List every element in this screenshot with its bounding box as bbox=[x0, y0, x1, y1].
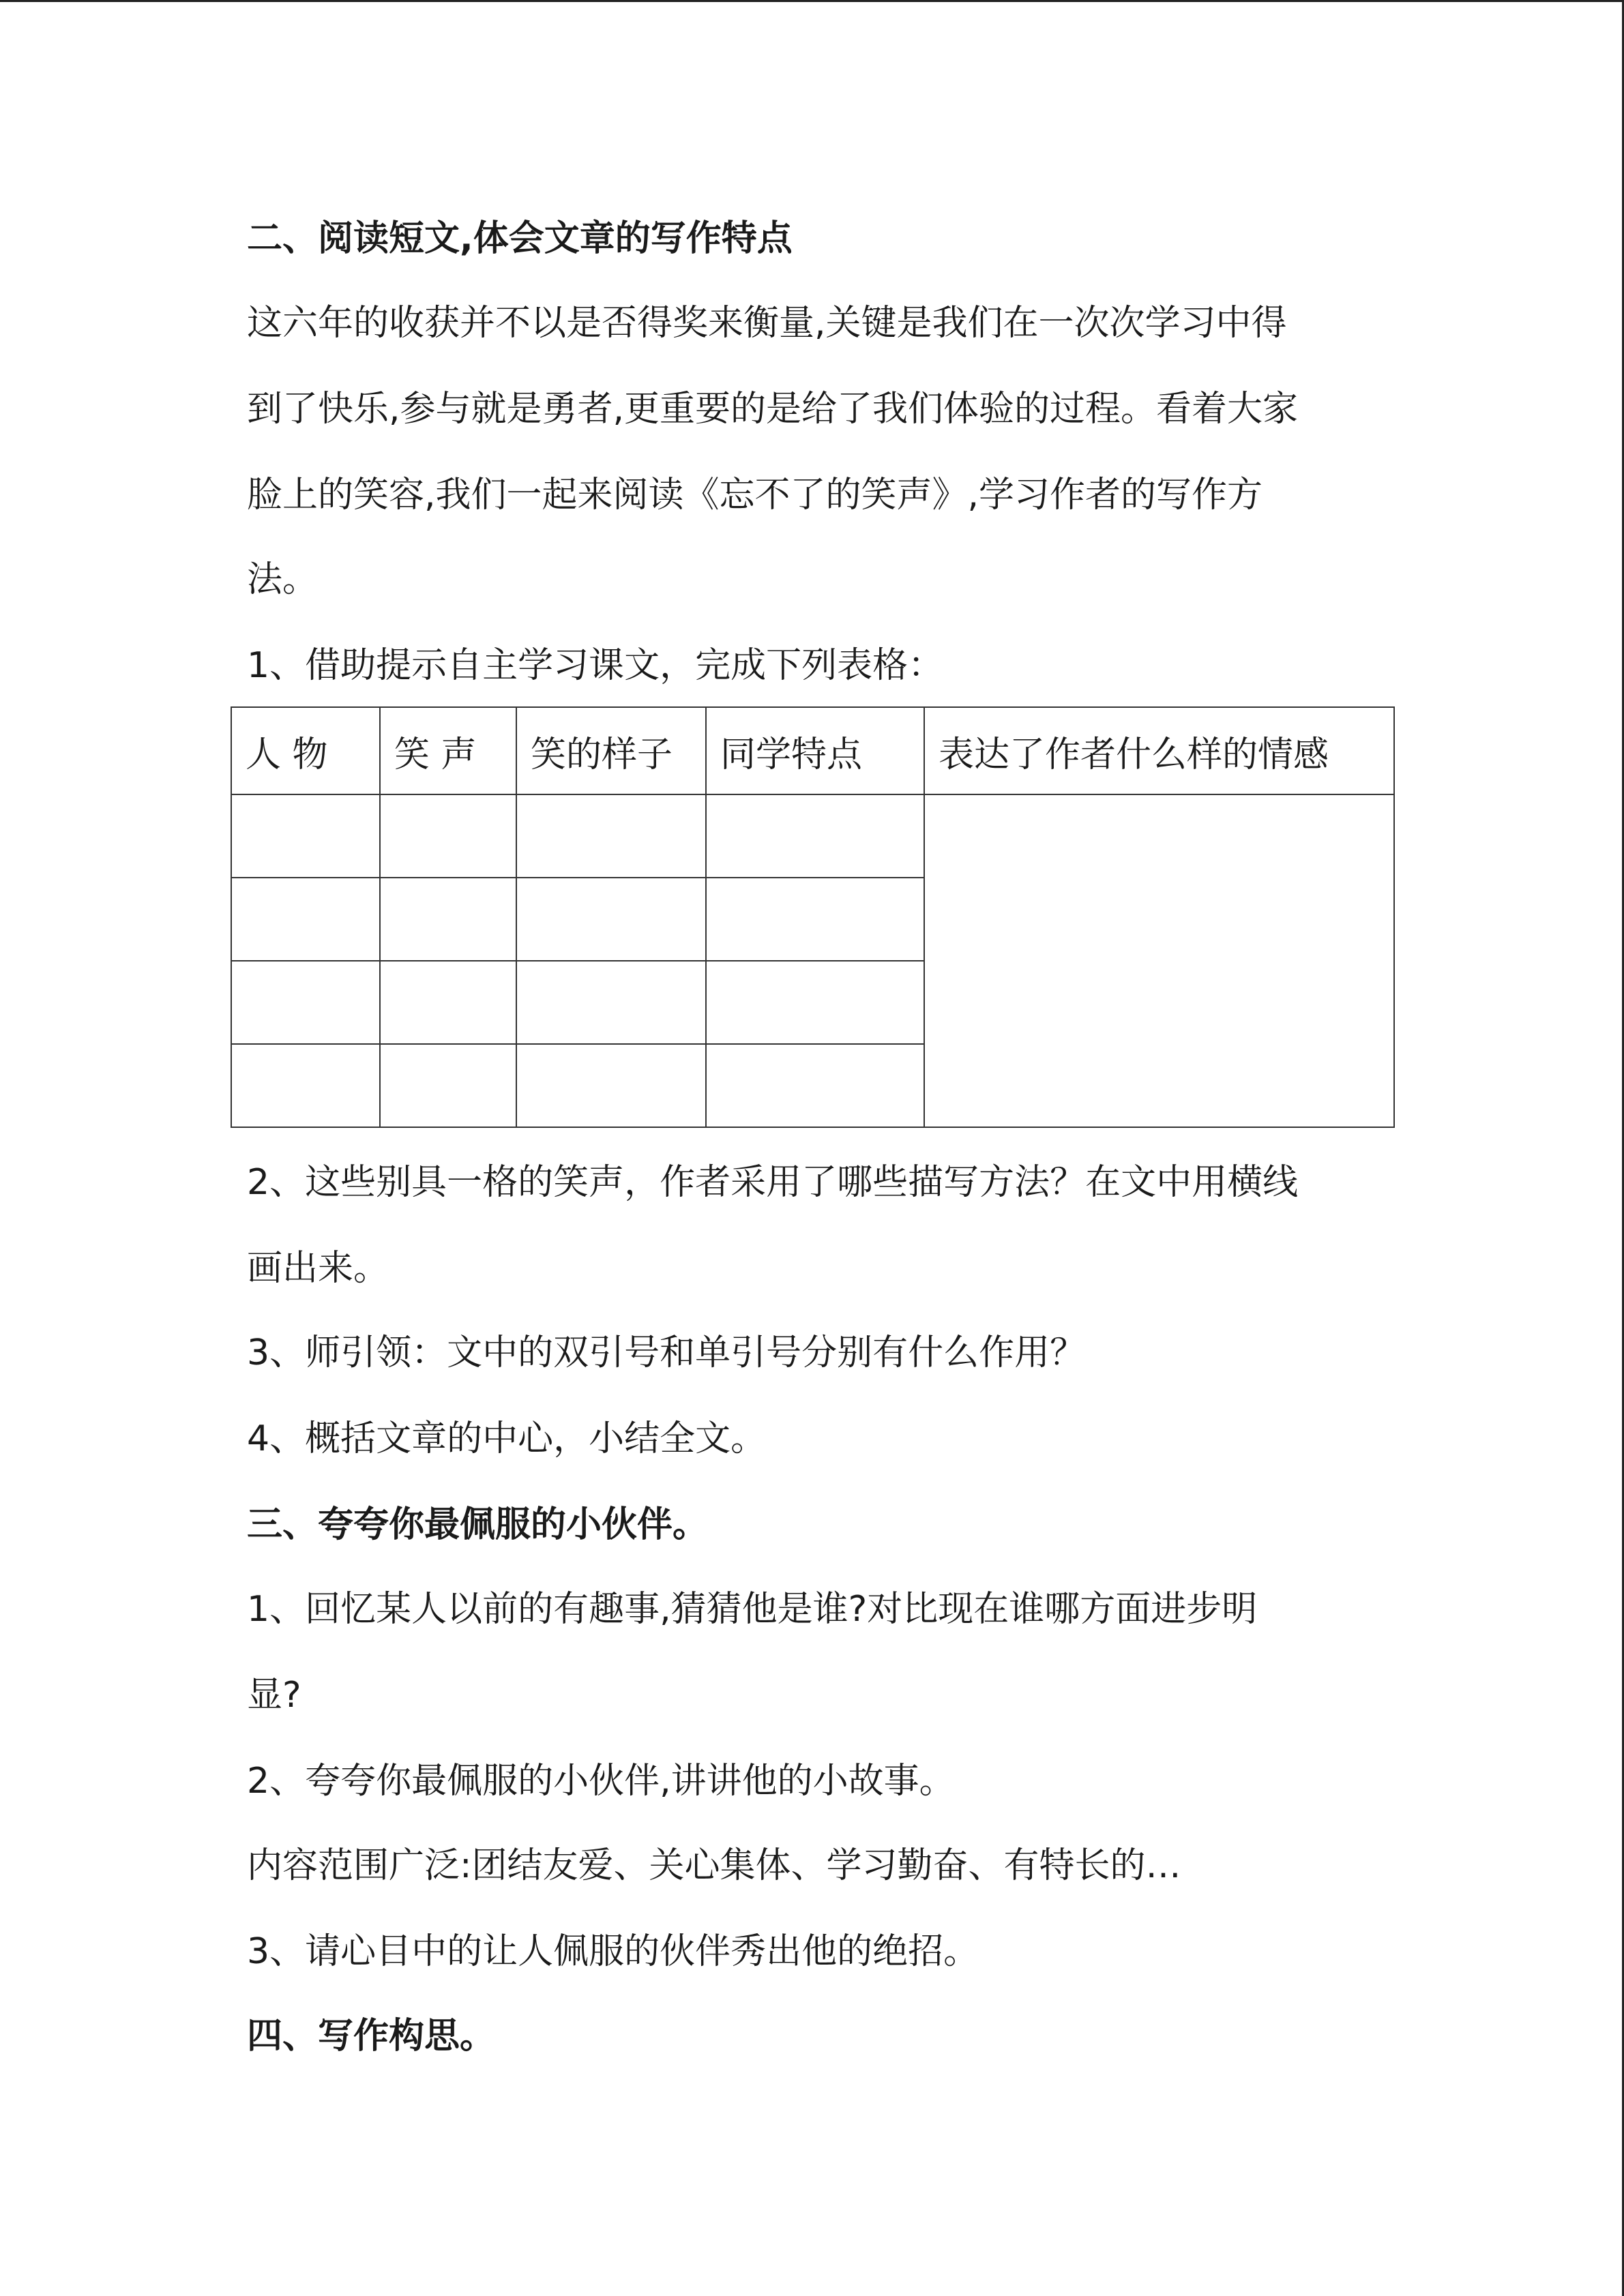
table-cell[interactable] bbox=[231, 878, 380, 961]
step-3-instruction: 3、师引领：文中的双引号和单引号分别有什么作用？ bbox=[247, 1332, 1086, 1373]
praise-item-3: 3、请心目中的让人佩服的伙伴秀出他的绝招。 bbox=[247, 1931, 979, 1972]
table-cell[interactable] bbox=[516, 1044, 706, 1127]
table-cell[interactable] bbox=[231, 961, 380, 1044]
praise-item-2: 2、夸夸你最佩服的小伙伴,讲讲他的小故事。 bbox=[247, 1761, 955, 1802]
table-cell[interactable] bbox=[706, 878, 924, 961]
table-cell[interactable] bbox=[516, 794, 706, 878]
praise-item-1-line-1: 1、回忆某人以前的有趣事,猜猜他是谁?对比现在谁哪方面进步明 bbox=[247, 1589, 1258, 1630]
intro-line-3: 脸上的笑容,我们一起来阅读《忘不了的笑声》,学习作者的写作方 bbox=[247, 475, 1263, 516]
emotion-merged-cell[interactable] bbox=[924, 794, 1394, 1127]
page-border-top bbox=[0, 0, 1624, 2]
header-author-emotion: 表达了作者什么样的情感 bbox=[924, 707, 1394, 794]
intro-line-2: 到了快乐,参与就是勇者,更重要的是给了我们体验的过程。看着大家 bbox=[247, 389, 1299, 430]
section-heading-writing-plan: 四、写作构思。 bbox=[247, 2016, 496, 2057]
table-cell[interactable] bbox=[231, 794, 380, 878]
table-cell[interactable] bbox=[380, 1044, 516, 1127]
step-1-instruction: 1、借助提示自主学习课文，完成下列表格： bbox=[247, 645, 944, 686]
table-cell[interactable] bbox=[380, 794, 516, 878]
step-4-instruction: 4、概括文章的中心，小结全文。 bbox=[247, 1418, 767, 1459]
table-cell[interactable] bbox=[516, 878, 706, 961]
step-2-line-1: 2、这些别具一格的笑声，作者采用了哪些描写方法？在文中用横线 bbox=[247, 1162, 1299, 1203]
step-2-line-2: 画出来。 bbox=[247, 1248, 389, 1289]
intro-line-1: 这六年的收获并不以是否得奖来衡量,关键是我们在一次次学习中得 bbox=[247, 303, 1287, 344]
table-cell[interactable] bbox=[706, 961, 924, 1044]
section-heading-praise: 三、夸夸你最佩服的小伙伴。 bbox=[247, 1504, 709, 1545]
table-cell[interactable] bbox=[231, 1044, 380, 1127]
table-cell[interactable] bbox=[380, 878, 516, 961]
table-cell[interactable] bbox=[706, 794, 924, 878]
table-row bbox=[231, 794, 1394, 878]
table-header-row bbox=[231, 707, 1394, 794]
table-cell[interactable] bbox=[380, 961, 516, 1044]
praise-scope: 内容范围广泛:团结友爱、关心集体、学习勤奋、有特长的… bbox=[247, 1845, 1181, 1886]
intro-line-4: 法。 bbox=[247, 559, 319, 600]
header-person: 人 物 bbox=[231, 707, 380, 794]
header-laugh-appearance: 笑的样子 bbox=[516, 707, 706, 794]
laughter-analysis-table bbox=[231, 706, 1395, 1128]
praise-item-1-line-2: 显? bbox=[247, 1675, 301, 1716]
header-laughter: 笑 声 bbox=[380, 707, 516, 794]
header-classmate-traits: 同学特点 bbox=[706, 707, 924, 794]
table-cell[interactable] bbox=[706, 1044, 924, 1127]
section-heading-reading: 二、阅读短文,体会文章的写作特点 bbox=[247, 218, 793, 259]
table-cell[interactable] bbox=[516, 961, 706, 1044]
